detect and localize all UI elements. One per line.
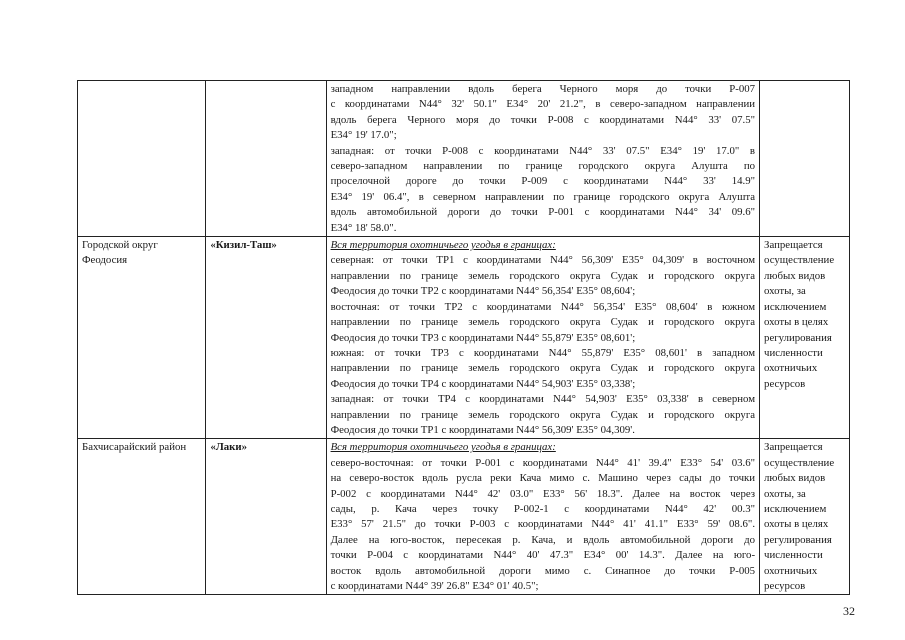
boundary-description-cell — [326, 439, 759, 595]
region-cell: Бахчисарайский район — [78, 439, 206, 595]
boundary-heading: Вся территория охотничьего угодья в границах: — [330, 441, 556, 454]
hunting-ground-name-cell: «Лаки» — [206, 439, 326, 595]
restriction-note-line: охоты, за — [764, 285, 806, 298]
boundary-text-line: точки Р-004 с координатами N44° 40' 47.3" E34° 00' 14.3". Далее на юго- — [330, 549, 756, 562]
boundary-text-line: западная: от точки ТР4 с координатами N44° 54,903' E35° 03,338' в северном — [330, 393, 756, 406]
boundary-description-cell — [326, 237, 759, 439]
boundary-text-line: направлении по границе земель городского округа Судак и городского округа — [330, 269, 756, 282]
restriction-note-line: охоты в целях — [764, 316, 829, 329]
restriction-note-line: численности — [764, 549, 823, 562]
boundary-text-line: Р-002 с координатами N44° 42' 03.0" E33° 56' 18.3". Далее на восток через — [330, 487, 756, 500]
hunting-ground-name-cell — [206, 81, 326, 237]
restriction-note-line: регулирования — [764, 331, 832, 344]
boundary-text-line: с координатами N44° 32' 50.1" E34° 20' 21.2", в северо-западном направлении — [330, 98, 756, 111]
boundary-text-line: северо-восточная: от точки Р-001 с координатами N44° 41' 39.4" E33° 54' 03.6" — [330, 456, 756, 469]
boundary-text-line: северо-западном направлении по границе городского округа Алушта по — [330, 160, 756, 173]
boundary-text-line: E34° 18' 58.0". — [330, 221, 397, 234]
table-body — [78, 81, 850, 595]
boundary-text-line: восток вдоль автомобильной дороги мимо с. Синапное до точки Р-005 — [330, 564, 756, 577]
boundary-text-line: Далее на юго-восток, пересекая р. Кача, и вдоль автомобильной дороги до — [330, 533, 756, 546]
restriction-note-line: охоты в целях — [764, 518, 829, 531]
boundary-description-cell — [326, 81, 759, 237]
hunting-ground-name-cell: «Кизил-Таш» — [206, 237, 326, 439]
restriction-note-line: исключением — [764, 502, 827, 515]
region-cell — [78, 81, 206, 237]
restriction-note-line: осуществление — [764, 456, 835, 469]
restriction-note-cell — [760, 439, 850, 595]
boundary-text-line: Феодосия до точки ТР1 с координатами N44° 56,309' E35° 04,309'. — [330, 423, 635, 436]
region-cell: Городской округ Феодосия — [78, 237, 206, 439]
boundary-text-line: направлении по границе земель городского округа Судак и городского округа — [330, 408, 756, 421]
restriction-note-line: осуществление — [764, 254, 835, 267]
table-row — [78, 439, 850, 595]
restriction-note-line: ресурсов — [764, 377, 806, 390]
restriction-note-line: ресурсов — [764, 580, 806, 592]
boundary-text-line: восточная: от точки ТР2 с координатами N44° 56,354' E35° 08,604' в южном — [330, 300, 756, 313]
restriction-note-line: регулирования — [764, 533, 832, 546]
boundary-text-line: сады, р. Кача через точку Р-002-1 с координатами N44° 42' 00.3" — [330, 502, 756, 515]
boundary-text-line: Феодосия до точки ТР2 с координатами N44° 56,354' E35° 08,604'; — [330, 285, 636, 298]
boundary-text-line: с координатами N44° 39' 26.8" E34° 01' 40.5"; — [330, 580, 539, 592]
restriction-note-line: любых видов — [764, 472, 826, 485]
boundary-heading: Вся территория охотничьего угодья в границах: — [330, 239, 556, 252]
boundary-text-line: Феодосия до точки ТР4 с координатами N44° 54,903' E35° 03,338'; — [330, 377, 636, 390]
boundary-text-line: E34° 19' 06.4", в северном направлении по границе городского округа Алушта — [330, 190, 756, 203]
boundary-text-line: направлении по границе земель городского округа Судак и городского округа — [330, 362, 756, 375]
table-row — [78, 237, 850, 439]
page-number: 32 — [843, 604, 855, 618]
restriction-note-line: охоты, за — [764, 487, 806, 500]
boundary-text-line: вдоль автомобильной дороги до точки Р-001 с координатами N44° 34' 09.6" — [330, 206, 756, 219]
restriction-note-line: любых видов — [764, 269, 826, 282]
restriction-note-cell — [760, 237, 850, 439]
restriction-note-line: Запрещается — [764, 441, 823, 454]
boundary-text-line: на северо-восток вдоль русла реки Кача мимо с. Машино через сады до точки — [330, 472, 756, 485]
restriction-note-line: исключением — [764, 300, 827, 313]
boundary-text-line: E33° 57' 21.5" до точки Р-003 с координатами N44° 41' 41.1" E33° 59' 08.6". — [330, 518, 756, 531]
restriction-note-cell — [760, 81, 850, 237]
table-row — [78, 81, 850, 237]
boundary-text-line: проселочной дороге до точки Р-009 с координатами N44° 33' 14.9" — [330, 175, 756, 188]
hunting-grounds-table — [77, 80, 850, 595]
boundary-text-line: направлении по границе земель городского округа Судак и городского округа — [330, 316, 756, 329]
boundary-text-line: южная: от точки ТР3 с координатами N44° 55,879' E35° 08,601' в западном — [330, 346, 756, 359]
boundary-text-line: Феодосия до точки ТР3 с координатами N44° 55,879' E35° 08,601'; — [330, 331, 636, 344]
boundary-text-line: E34° 19' 17.0"; — [330, 129, 397, 142]
boundary-text-line: западном направлении вдоль берега Черного моря до точки Р-007 — [330, 83, 756, 95]
boundary-text-line: вдоль берега Черного моря до точки Р-008 с координатами N44° 33' 07.5" — [330, 113, 756, 126]
restriction-note-line: численности — [764, 346, 823, 359]
boundary-text-line: северная: от точки ТР1 с координатами N44° 56,309' E35° 04,309' в восточном — [330, 254, 756, 267]
restriction-note-line: Запрещается — [764, 239, 823, 252]
restriction-note-line: охотничьих — [764, 362, 818, 375]
restriction-note-line: охотничьих — [764, 564, 818, 577]
boundary-text-line: западная: от точки Р-008 с координатами N44° 33' 07.5" E34° 19' 17.0" в — [330, 144, 756, 157]
